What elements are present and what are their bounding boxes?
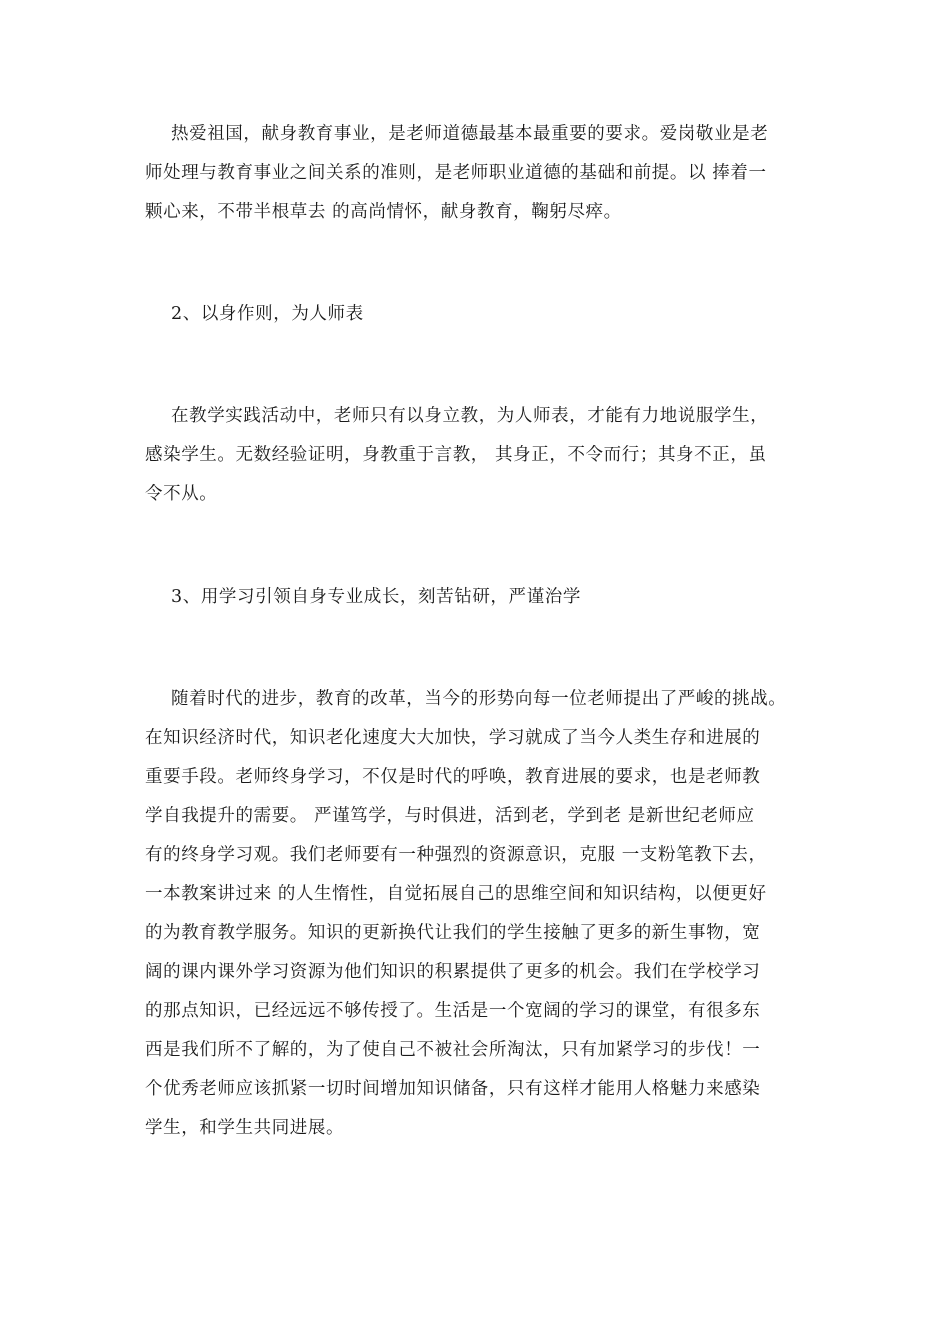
paragraph-line: 随着时代的进步，教育的改革，当今的形势向每一位老师提出了严峻的挑战。 <box>171 689 787 709</box>
paragraph-line: 令不从。 <box>145 484 218 504</box>
paragraph-line: 西是我们所不了解的，为了使自己不被社会所淘汰，只有加紧学习的步伐！一 <box>145 1040 761 1060</box>
paragraph-line: 有的终身学习观。我们老师要有一种强烈的资源意识，克服 一支粉笔教下去， <box>145 845 767 865</box>
paragraph-line: 学生，和学生共同进展。 <box>145 1118 345 1138</box>
section-heading-2: 2、以身作则，为人师表 <box>171 304 364 324</box>
paragraph-line: 个优秀老师应该抓紧一切时间增加知识储备，只有这样才能用人格魅力来感染 <box>145 1079 761 1099</box>
paragraph-line: 在知识经济时代，知识老化速度大大加快，学习就成了当今人类生存和进展的 <box>145 728 761 748</box>
paragraph-line: 颗心来，不带半根草去 的高尚情怀，献身教育，鞠躬尽瘁。 <box>145 202 622 222</box>
paragraph-line: 的为教育教学服务。知识的更新换代让我们的学生接触了更多的新生事物，宽 <box>145 923 761 943</box>
paragraph-line: 阔的课内课外学习资源为他们知识的积累提供了更多的机会。我们在学校学习 <box>145 962 761 982</box>
paragraph-line: 感染学生。无数经验证明，身教重于言教， 其身正，不令而行；其身不正，虽 <box>145 445 767 465</box>
paragraph-line: 一本教案讲过来 的人生惰性，自觉拓展自己的思维空间和知识结构，以便更好 <box>145 884 767 904</box>
section-heading-3: 3、用学习引领自身专业成长，刻苦钻研，严谨治学 <box>171 587 581 607</box>
paragraph-line: 热爱祖国，献身教育事业，是老师道德最基本最重要的要求。爱岗敬业是老 <box>171 124 769 144</box>
paragraph-line: 在教学实践活动中，老师只有以身立教，为人师表，才能有力地说服学生， <box>171 406 769 426</box>
paragraph-line: 的那点知识，已经远远不够传授了。生活是一个宽阔的学习的课堂，有很多东 <box>145 1001 761 1021</box>
paragraph-line: 重要手段。老师终身学习，不仅是时代的呼唤，教育进展的要求，也是老师教 <box>145 767 761 787</box>
paragraph-line: 师处理与教育事业之间关系的准则，是老师职业道德的基础和前提。以 捧着一 <box>145 163 767 183</box>
paragraph-line: 学自我提升的需要。 严谨笃学，与时俱进，活到老，学到老 是新世纪老师应 <box>145 806 755 826</box>
